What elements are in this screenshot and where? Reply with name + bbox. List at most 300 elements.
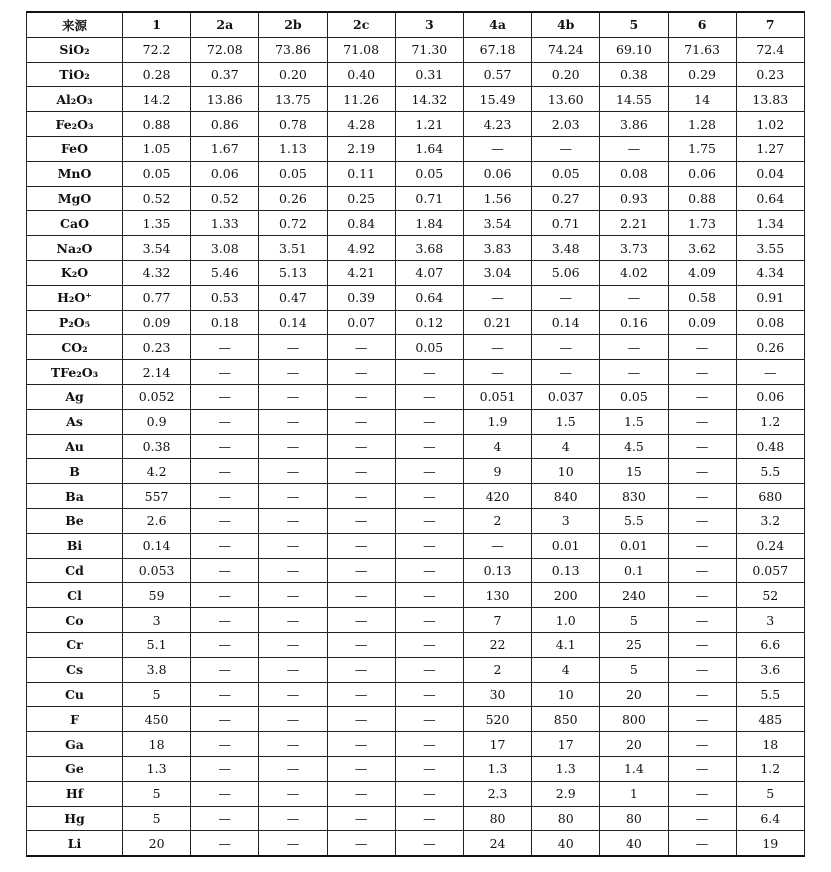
value-cell: 40 xyxy=(532,831,600,856)
value-cell: 14 xyxy=(668,87,736,112)
value-cell: 13.86 xyxy=(191,87,259,112)
component-name: Fe₂O₃ xyxy=(27,112,123,137)
value-cell: 0.01 xyxy=(600,533,668,558)
value-cell: — xyxy=(327,707,395,732)
value-cell: — xyxy=(259,409,327,434)
table-row xyxy=(27,211,805,236)
value-cell: 2.14 xyxy=(123,360,191,385)
header-column: 5 xyxy=(600,12,668,37)
value-cell: 0.20 xyxy=(532,62,600,87)
value-cell: 3.54 xyxy=(123,236,191,261)
value-cell: 1.3 xyxy=(463,756,531,781)
value-cell: — xyxy=(463,136,531,161)
value-cell: 0.86 xyxy=(191,112,259,137)
value-cell: — xyxy=(668,459,736,484)
value-cell: 1 xyxy=(600,781,668,806)
table-row xyxy=(27,161,805,186)
value-cell: 3.54 xyxy=(463,211,531,236)
value-cell: 1.9 xyxy=(463,409,531,434)
value-cell: — xyxy=(668,831,736,856)
value-cell: — xyxy=(259,459,327,484)
value-cell: 72.08 xyxy=(191,37,259,62)
table-row xyxy=(27,806,805,831)
value-cell: 0.23 xyxy=(123,335,191,360)
value-cell: 1.75 xyxy=(668,136,736,161)
value-cell: — xyxy=(259,508,327,533)
value-cell: 3.68 xyxy=(395,236,463,261)
value-cell: 0.48 xyxy=(736,434,804,459)
value-cell: 0.71 xyxy=(532,211,600,236)
value-cell: 1.5 xyxy=(532,409,600,434)
value-cell: 0.91 xyxy=(736,285,804,310)
value-cell: — xyxy=(600,285,668,310)
table-row xyxy=(27,756,805,781)
component-name: Co xyxy=(27,608,123,633)
value-cell: 5 xyxy=(736,781,804,806)
value-cell: 3.83 xyxy=(463,236,531,261)
value-cell: 0.47 xyxy=(259,285,327,310)
value-cell: 72.4 xyxy=(736,37,804,62)
value-cell: 20 xyxy=(600,732,668,757)
value-cell: 59 xyxy=(123,583,191,608)
header-row xyxy=(27,12,805,37)
value-cell: — xyxy=(668,608,736,633)
value-cell: 74.24 xyxy=(532,37,600,62)
value-cell: 4.1 xyxy=(532,632,600,657)
value-cell: — xyxy=(736,360,804,385)
component-name: Cs xyxy=(27,657,123,682)
value-cell: — xyxy=(532,360,600,385)
value-cell: — xyxy=(395,533,463,558)
table-row xyxy=(27,335,805,360)
value-cell: 5.06 xyxy=(532,260,600,285)
value-cell: 4 xyxy=(532,657,600,682)
value-cell: — xyxy=(395,657,463,682)
value-cell: 5 xyxy=(600,657,668,682)
value-cell: — xyxy=(532,285,600,310)
value-cell: 13.60 xyxy=(532,87,600,112)
value-cell: — xyxy=(191,732,259,757)
value-cell: 1.56 xyxy=(463,186,531,211)
value-cell: 5 xyxy=(123,682,191,707)
value-cell: 1.35 xyxy=(123,211,191,236)
value-cell: 0.06 xyxy=(463,161,531,186)
value-cell: 0.053 xyxy=(123,558,191,583)
value-cell: 1.34 xyxy=(736,211,804,236)
value-cell: 1.84 xyxy=(395,211,463,236)
value-cell: 72.2 xyxy=(123,37,191,62)
value-cell: 0.27 xyxy=(532,186,600,211)
value-cell: 0.18 xyxy=(191,310,259,335)
component-name: Ag xyxy=(27,384,123,409)
value-cell: 1.28 xyxy=(668,112,736,137)
value-cell: 3.08 xyxy=(191,236,259,261)
header-column: 3 xyxy=(395,12,463,37)
value-cell: 0.40 xyxy=(327,62,395,87)
value-cell: — xyxy=(191,781,259,806)
value-cell: — xyxy=(191,484,259,509)
value-cell: — xyxy=(395,434,463,459)
value-cell: 1.5 xyxy=(600,409,668,434)
value-cell: 450 xyxy=(123,707,191,732)
component-name: Bi xyxy=(27,533,123,558)
value-cell: 6.6 xyxy=(736,632,804,657)
component-name: TiO₂ xyxy=(27,62,123,87)
header-column: 2c xyxy=(327,12,395,37)
value-cell: 2.3 xyxy=(463,781,531,806)
value-cell: 14.55 xyxy=(600,87,668,112)
value-cell: — xyxy=(327,533,395,558)
value-cell: — xyxy=(668,558,736,583)
value-cell: 1.67 xyxy=(191,136,259,161)
component-name: TFe₂O₃ xyxy=(27,360,123,385)
value-cell: 1.73 xyxy=(668,211,736,236)
table-row xyxy=(27,360,805,385)
value-cell: — xyxy=(191,508,259,533)
value-cell: 5 xyxy=(123,781,191,806)
component-name: F xyxy=(27,707,123,732)
value-cell: 20 xyxy=(123,831,191,856)
value-cell: 2 xyxy=(463,657,531,682)
value-cell: 3.48 xyxy=(532,236,600,261)
value-cell: — xyxy=(191,608,259,633)
value-cell: — xyxy=(191,558,259,583)
value-cell: 4 xyxy=(532,434,600,459)
value-cell: — xyxy=(327,434,395,459)
value-cell: 14.32 xyxy=(395,87,463,112)
value-cell: — xyxy=(395,508,463,533)
value-cell: 0.21 xyxy=(463,310,531,335)
value-cell: — xyxy=(532,335,600,360)
table-row xyxy=(27,508,805,533)
value-cell: — xyxy=(395,732,463,757)
value-cell: 80 xyxy=(532,806,600,831)
value-cell: — xyxy=(191,682,259,707)
value-cell: 1.21 xyxy=(395,112,463,137)
value-cell: — xyxy=(463,533,531,558)
table-row xyxy=(27,657,805,682)
value-cell: — xyxy=(191,707,259,732)
value-cell: — xyxy=(259,384,327,409)
value-cell: 2.6 xyxy=(123,508,191,533)
value-cell: 69.10 xyxy=(600,37,668,62)
table-row xyxy=(27,533,805,558)
component-name: Ga xyxy=(27,732,123,757)
value-cell: 0.84 xyxy=(327,211,395,236)
value-cell: 1.64 xyxy=(395,136,463,161)
value-cell: 3.2 xyxy=(736,508,804,533)
value-cell: — xyxy=(668,732,736,757)
component-name: CaO xyxy=(27,211,123,236)
value-cell: — xyxy=(327,409,395,434)
value-cell: 4.02 xyxy=(600,260,668,285)
value-cell: 0.31 xyxy=(395,62,463,87)
value-cell: 71.63 xyxy=(668,37,736,62)
value-cell: 2 xyxy=(463,508,531,533)
header-column: 2a xyxy=(191,12,259,37)
table-row xyxy=(27,310,805,335)
value-cell: 4.32 xyxy=(123,260,191,285)
value-cell: 0.64 xyxy=(736,186,804,211)
value-cell: 3.55 xyxy=(736,236,804,261)
value-cell: 9 xyxy=(463,459,531,484)
value-cell: 1.33 xyxy=(191,211,259,236)
component-name: Cu xyxy=(27,682,123,707)
value-cell: 0.38 xyxy=(600,62,668,87)
value-cell: — xyxy=(668,682,736,707)
value-cell: 0.72 xyxy=(259,211,327,236)
value-cell: — xyxy=(532,136,600,161)
value-cell: — xyxy=(668,657,736,682)
value-cell: 1.05 xyxy=(123,136,191,161)
value-cell: — xyxy=(259,806,327,831)
value-cell: — xyxy=(259,583,327,608)
value-cell: 0.88 xyxy=(668,186,736,211)
table-row xyxy=(27,186,805,211)
value-cell: 680 xyxy=(736,484,804,509)
value-cell: — xyxy=(395,409,463,434)
table-row xyxy=(27,136,805,161)
value-cell: 17 xyxy=(532,732,600,757)
value-cell: 3 xyxy=(736,608,804,633)
table-row xyxy=(27,682,805,707)
value-cell: 0.05 xyxy=(123,161,191,186)
value-cell: — xyxy=(668,360,736,385)
component-name: Na₂O xyxy=(27,236,123,261)
value-cell: — xyxy=(668,533,736,558)
value-cell: 80 xyxy=(600,806,668,831)
value-cell: — xyxy=(327,459,395,484)
value-cell: 3.86 xyxy=(600,112,668,137)
value-cell: — xyxy=(668,409,736,434)
value-cell: 67.18 xyxy=(463,37,531,62)
value-cell: — xyxy=(395,781,463,806)
value-cell: — xyxy=(191,657,259,682)
value-cell: 14.2 xyxy=(123,87,191,112)
value-cell: — xyxy=(600,360,668,385)
value-cell: 0.39 xyxy=(327,285,395,310)
value-cell: — xyxy=(259,533,327,558)
value-cell: — xyxy=(395,360,463,385)
value-cell: 485 xyxy=(736,707,804,732)
value-cell: 24 xyxy=(463,831,531,856)
value-cell: — xyxy=(600,136,668,161)
value-cell: 4.34 xyxy=(736,260,804,285)
value-cell: 0.14 xyxy=(123,533,191,558)
value-cell: 0.57 xyxy=(463,62,531,87)
header-column: 1 xyxy=(123,12,191,37)
value-cell: 6.4 xyxy=(736,806,804,831)
table-row xyxy=(27,707,805,732)
value-cell: 0.37 xyxy=(191,62,259,87)
table-row xyxy=(27,384,805,409)
value-cell: — xyxy=(463,285,531,310)
value-cell: 0.26 xyxy=(736,335,804,360)
value-cell: — xyxy=(259,360,327,385)
value-cell: 0.24 xyxy=(736,533,804,558)
table-row xyxy=(27,608,805,633)
value-cell: — xyxy=(327,608,395,633)
value-cell: 0.05 xyxy=(395,335,463,360)
value-cell: 4.28 xyxy=(327,112,395,137)
value-cell: — xyxy=(191,533,259,558)
value-cell: 0.28 xyxy=(123,62,191,87)
table-row xyxy=(27,62,805,87)
value-cell: — xyxy=(259,707,327,732)
value-cell: 0.05 xyxy=(600,384,668,409)
value-cell: — xyxy=(668,781,736,806)
component-name: K₂O xyxy=(27,260,123,285)
value-cell: — xyxy=(259,608,327,633)
value-cell: 71.08 xyxy=(327,37,395,62)
component-name: MnO xyxy=(27,161,123,186)
value-cell: 800 xyxy=(600,707,668,732)
value-cell: 0.08 xyxy=(600,161,668,186)
value-cell: — xyxy=(395,707,463,732)
value-cell: — xyxy=(259,558,327,583)
header-column: 7 xyxy=(736,12,804,37)
value-cell: 5.5 xyxy=(600,508,668,533)
value-cell: 1.2 xyxy=(736,756,804,781)
value-cell: 17 xyxy=(463,732,531,757)
value-cell: — xyxy=(191,409,259,434)
value-cell: 13.75 xyxy=(259,87,327,112)
value-cell: 0.06 xyxy=(736,384,804,409)
value-cell: 0.77 xyxy=(123,285,191,310)
composition-table xyxy=(26,11,805,857)
value-cell: — xyxy=(327,682,395,707)
value-cell: — xyxy=(259,434,327,459)
component-name: MgO xyxy=(27,186,123,211)
value-cell: 1.27 xyxy=(736,136,804,161)
value-cell: 0.05 xyxy=(259,161,327,186)
value-cell: 0.13 xyxy=(463,558,531,583)
value-cell: — xyxy=(668,806,736,831)
value-cell: — xyxy=(191,335,259,360)
value-cell: — xyxy=(327,831,395,856)
value-cell: — xyxy=(327,732,395,757)
value-cell: — xyxy=(259,335,327,360)
value-cell: 0.06 xyxy=(668,161,736,186)
value-cell: 557 xyxy=(123,484,191,509)
value-cell: — xyxy=(395,384,463,409)
value-cell: 5.5 xyxy=(736,682,804,707)
value-cell: 0.78 xyxy=(259,112,327,137)
value-cell: — xyxy=(327,508,395,533)
value-cell: 0.05 xyxy=(532,161,600,186)
value-cell: 52 xyxy=(736,583,804,608)
component-name: Li xyxy=(27,831,123,856)
value-cell: 5.1 xyxy=(123,632,191,657)
value-cell: — xyxy=(395,756,463,781)
value-cell: 5.5 xyxy=(736,459,804,484)
value-cell: — xyxy=(668,756,736,781)
value-cell: 1.3 xyxy=(123,756,191,781)
value-cell: — xyxy=(327,484,395,509)
component-name: Hf xyxy=(27,781,123,806)
value-cell: — xyxy=(259,632,327,657)
value-cell: 0.38 xyxy=(123,434,191,459)
value-cell: — xyxy=(395,484,463,509)
value-cell: 13.83 xyxy=(736,87,804,112)
value-cell: 5 xyxy=(600,608,668,633)
value-cell: — xyxy=(191,360,259,385)
value-cell: 3 xyxy=(123,608,191,633)
value-cell: 240 xyxy=(600,583,668,608)
value-cell: 2.19 xyxy=(327,136,395,161)
value-cell: 200 xyxy=(532,583,600,608)
value-cell: 0.08 xyxy=(736,310,804,335)
component-name: B xyxy=(27,459,123,484)
component-name: Cl xyxy=(27,583,123,608)
value-cell: 22 xyxy=(463,632,531,657)
value-cell: — xyxy=(600,335,668,360)
value-cell: — xyxy=(395,558,463,583)
value-cell: 0.23 xyxy=(736,62,804,87)
table-row xyxy=(27,558,805,583)
value-cell: — xyxy=(191,756,259,781)
value-cell: — xyxy=(191,459,259,484)
value-cell: — xyxy=(191,434,259,459)
value-cell: 1.4 xyxy=(600,756,668,781)
table-row xyxy=(27,484,805,509)
component-name: As xyxy=(27,409,123,434)
value-cell: — xyxy=(327,583,395,608)
table-row xyxy=(27,409,805,434)
table-row xyxy=(27,434,805,459)
table-row xyxy=(27,285,805,310)
value-cell: — xyxy=(395,831,463,856)
header-column: 4b xyxy=(532,12,600,37)
value-cell: 0.26 xyxy=(259,186,327,211)
value-cell: 0.64 xyxy=(395,285,463,310)
value-cell: 4.21 xyxy=(327,260,395,285)
value-cell: 2.9 xyxy=(532,781,600,806)
value-cell: 10 xyxy=(532,459,600,484)
value-cell: 40 xyxy=(600,831,668,856)
component-name: Be xyxy=(27,508,123,533)
table-row xyxy=(27,260,805,285)
value-cell: 420 xyxy=(463,484,531,509)
component-name: Au xyxy=(27,434,123,459)
value-cell: — xyxy=(327,335,395,360)
header-column: 4a xyxy=(463,12,531,37)
value-cell: 0.09 xyxy=(123,310,191,335)
value-cell: 520 xyxy=(463,707,531,732)
value-cell: 3.8 xyxy=(123,657,191,682)
value-cell: — xyxy=(191,806,259,831)
value-cell: 7 xyxy=(463,608,531,633)
value-cell: — xyxy=(463,360,531,385)
component-name: Cr xyxy=(27,632,123,657)
value-cell: 0.12 xyxy=(395,310,463,335)
value-cell: 0.9 xyxy=(123,409,191,434)
value-cell: 1.3 xyxy=(532,756,600,781)
value-cell: — xyxy=(668,434,736,459)
value-cell: — xyxy=(668,384,736,409)
value-cell: — xyxy=(463,335,531,360)
value-cell: 19 xyxy=(736,831,804,856)
value-cell: 3 xyxy=(532,508,600,533)
value-cell: 80 xyxy=(463,806,531,831)
value-cell: 4 xyxy=(463,434,531,459)
value-cell: — xyxy=(259,756,327,781)
value-cell: 3.04 xyxy=(463,260,531,285)
value-cell: 1.13 xyxy=(259,136,327,161)
component-name: H₂O⁺ xyxy=(27,285,123,310)
value-cell: 4.07 xyxy=(395,260,463,285)
value-cell: 0.71 xyxy=(395,186,463,211)
